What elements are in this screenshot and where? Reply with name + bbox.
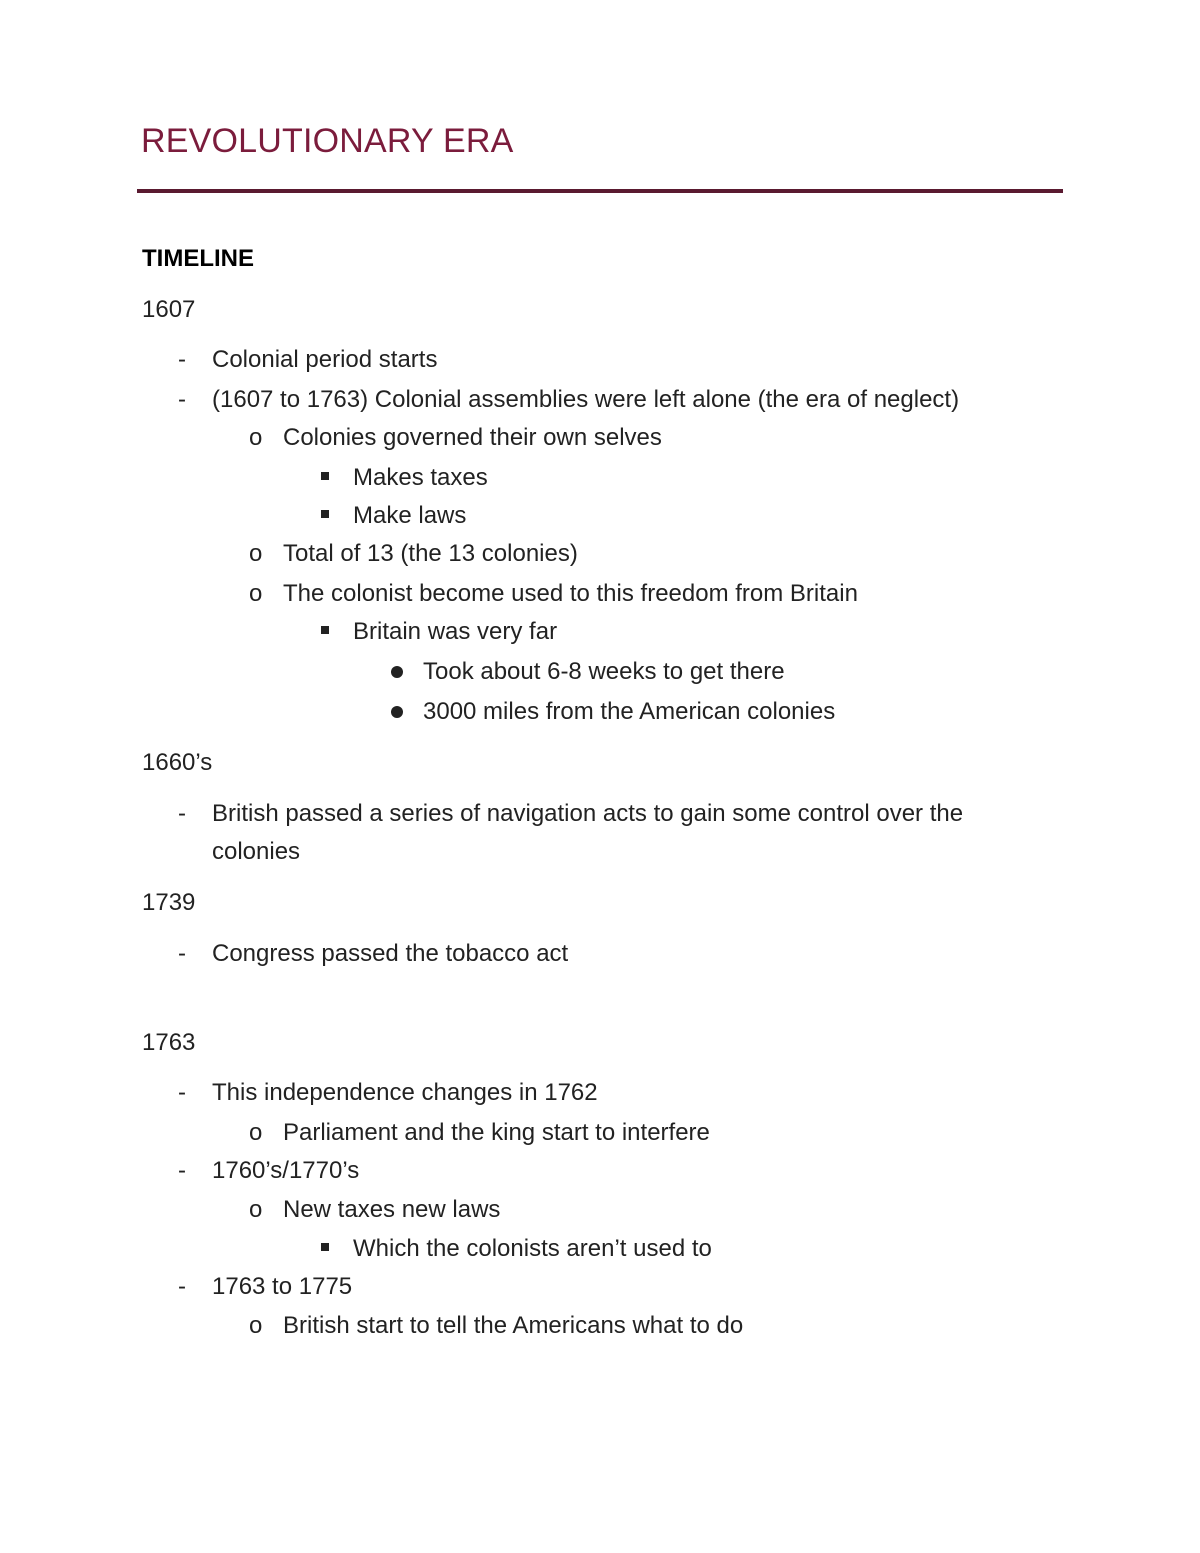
circle-marker: o: [249, 1312, 263, 1339]
list-item: 1763 to 1775: [212, 1273, 353, 1300]
list-item: British passed a series of navigation acts to gain some control over the: [212, 800, 964, 827]
dash-marker: -: [178, 940, 186, 967]
dash-marker: -: [178, 346, 186, 373]
circle-marker: o: [249, 580, 263, 607]
year-heading: 1763: [142, 1029, 196, 1056]
dash-marker: -: [178, 1157, 186, 1184]
list-item: Britain was very far: [353, 618, 558, 645]
list-item-continuation: colonies: [212, 838, 301, 865]
dash-marker: -: [178, 1273, 186, 1300]
list-item: British start to tell the Americans what to do: [283, 1312, 744, 1339]
list-item: Took about 6-8 weeks to get there: [423, 658, 785, 685]
circle-marker: o: [249, 1196, 263, 1223]
dash-marker: -: [178, 1079, 186, 1106]
square-bullet-icon: [321, 472, 329, 480]
square-bullet-icon: [321, 510, 329, 518]
dash-marker: -: [178, 800, 186, 827]
list-item: 1760’s/1770’s: [212, 1157, 360, 1184]
dash-marker: -: [178, 386, 186, 413]
section-heading: TIMELINE: [142, 245, 254, 272]
list-item: This independence changes in 1762: [212, 1079, 598, 1106]
round-bullet-icon: [391, 706, 403, 718]
list-item: Parliament and the king start to interfere: [283, 1119, 710, 1146]
list-item: The colonist become used to this freedom from Britain: [283, 580, 858, 607]
title-divider: [137, 189, 1063, 193]
year-heading: 1660’s: [142, 749, 213, 776]
document-title: REVOLUTIONARY ERA: [141, 122, 514, 160]
list-item: 3000 miles from the American colonies: [423, 698, 836, 725]
round-bullet-icon: [391, 666, 403, 678]
square-bullet-icon: [321, 626, 329, 634]
list-item: New taxes new laws: [283, 1196, 501, 1223]
list-item: Total of 13 (the 13 colonies): [283, 540, 578, 567]
list-item: Colonial period starts: [212, 346, 438, 373]
square-bullet-icon: [321, 1243, 329, 1251]
year-heading: 1739: [142, 889, 196, 916]
year-heading: 1607: [142, 296, 196, 323]
circle-marker: o: [249, 540, 263, 567]
circle-marker: o: [249, 1119, 263, 1146]
list-item: Makes taxes: [353, 464, 488, 491]
list-item: Make laws: [353, 502, 467, 529]
list-item: Colonies governed their own selves: [283, 424, 662, 451]
list-item: Which the colonists aren’t used to: [353, 1235, 712, 1262]
circle-marker: o: [249, 424, 263, 451]
list-item: Congress passed the tobacco act: [212, 940, 569, 967]
list-item: (1607 to 1763) Colonial assemblies were left alone (the era of neglect): [212, 386, 960, 413]
